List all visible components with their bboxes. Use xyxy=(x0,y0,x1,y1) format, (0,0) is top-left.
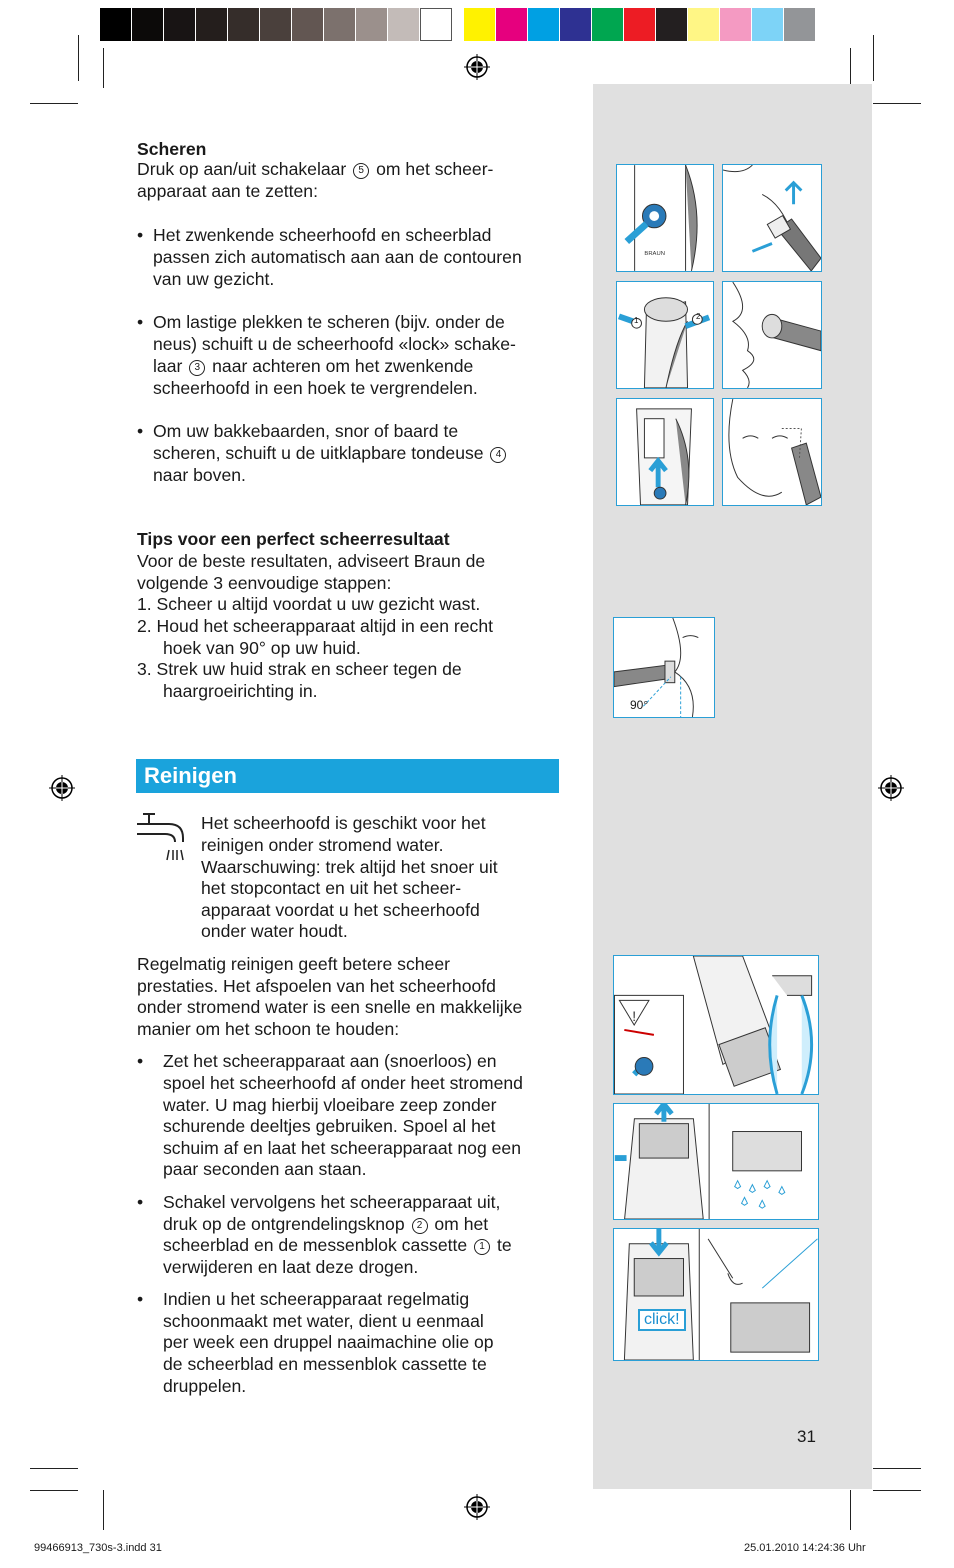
crop-mark xyxy=(103,1490,104,1530)
bullet-dot: • xyxy=(137,1051,144,1071)
crop-mark xyxy=(873,1490,921,1491)
clean-bullet1-l4: schurende deeltjes gebruiken. Spoel al het xyxy=(163,1116,496,1136)
clean-bullet1-l6: paar seconden aan staan. xyxy=(163,1159,367,1179)
color-swatch xyxy=(164,8,196,41)
clean-bullet3-l5: druppelen. xyxy=(163,1376,247,1396)
bullet-dot: • xyxy=(137,312,144,332)
color-swatch xyxy=(624,8,656,41)
tips-step1: 1. Scheer u altijd voordat u uw gezicht wast. xyxy=(137,594,481,614)
svg-text:BRAUN: BRAUN xyxy=(644,251,665,258)
scheren-bullet3-l2a: scheren, schuift u de uitklapbare tondeuse xyxy=(153,443,484,463)
registration-mark-icon xyxy=(878,775,904,801)
scheren-intro-line1 xyxy=(137,158,493,180)
clean-bullet1-l5: schuim af en laat het scheerapparaat nog een xyxy=(163,1138,521,1158)
figure-long-hair-trimmer xyxy=(616,398,714,506)
color-swatch xyxy=(132,8,164,41)
color-swatch xyxy=(720,8,752,41)
figure-90-degree-angle xyxy=(613,617,715,718)
tips-step2b: hoek van 90° op uw huid. xyxy=(163,638,361,658)
color-swatch xyxy=(752,8,784,41)
registration-mark-icon xyxy=(464,54,490,80)
warning-line2: reinigen onder stromend water. xyxy=(201,835,444,855)
bullet-dot: • xyxy=(137,1289,144,1309)
warning-line3: Waarschuwing: trek altijd het snoer uit xyxy=(201,857,498,877)
color-swatch xyxy=(356,8,388,41)
reinigen-para-l3: onder stromend water is een snelle en makkelijke xyxy=(137,997,523,1017)
warning-line5: apparaat voordat u het scheerhoofd xyxy=(201,900,480,920)
bullet-dot: • xyxy=(137,225,144,245)
reinigen-para-l4: manier om het schoon te houden: xyxy=(137,1019,400,1039)
scheren-bullet2-l2: neus) schuift u de scheerhoofd «lock» schake- xyxy=(153,334,516,354)
color-swatch xyxy=(324,8,356,41)
color-swatch xyxy=(528,8,560,41)
color-calibration-bar xyxy=(100,8,816,41)
item-number-badge: 1 xyxy=(474,1239,490,1255)
scheren-bullet3-l3: naar boven. xyxy=(153,465,246,485)
tips-step2a: 2. Houd het scheerapparaat altijd in een recht xyxy=(137,616,494,636)
clean-bullet1-l2: spoel het scheerhoofd af onder heet stromend xyxy=(163,1073,523,1093)
scheren-bullet1-l1: Het zwenkende scheerhoofd en scheerblad xyxy=(153,225,492,245)
marker-2: 2 xyxy=(696,312,701,321)
figure-shaving-under-nose xyxy=(722,281,822,389)
color-swatch xyxy=(688,8,720,41)
crop-mark xyxy=(103,48,104,88)
figure-oil-and-reinsert xyxy=(613,1228,819,1361)
crop-mark xyxy=(873,1468,921,1469)
bullet-dot: • xyxy=(137,421,144,441)
item-number-badge: 5 xyxy=(353,163,369,179)
warning-line4: het stopcontact en uit het scheer- xyxy=(201,878,462,898)
tips-step3b: haargroeirichting in. xyxy=(163,681,318,701)
clean-bullet2-l3 xyxy=(163,1234,512,1256)
clean-bullet3-l3: per week een druppel naaimachine olie op xyxy=(163,1332,494,1352)
color-swatch xyxy=(420,8,452,41)
marker-1: 1 xyxy=(634,316,639,325)
figure-trimming-sideburns xyxy=(722,398,822,506)
clean-bullet2-l2 xyxy=(163,1213,488,1235)
clean-bullet3-l2: schoonmaakt met water, dient u eenmaal xyxy=(163,1311,484,1331)
clean-bullet1-l3: water. U mag hierbij vloeibare zeep zonder xyxy=(163,1095,497,1115)
figure-shaving-neck xyxy=(722,164,822,272)
svg-text:!: ! xyxy=(632,1009,637,1025)
scheren-intro-b: om het scheer- xyxy=(376,159,494,179)
clean-bullet2-l3a: scheerblad en de messenblok cassette xyxy=(163,1235,468,1255)
color-swatch xyxy=(100,8,132,41)
warning-line6: onder water houdt. xyxy=(201,921,348,941)
crop-mark xyxy=(850,48,851,88)
reinigen-para-l2: prestaties. Het afspoelen van het scheerhoofd xyxy=(137,976,496,996)
scheren-bullet3-l2 xyxy=(153,442,508,464)
crop-mark xyxy=(850,1490,851,1530)
click-label: click! xyxy=(638,1309,686,1331)
clean-bullet2-l1: Schakel vervolgens het scheerapparaat uit, xyxy=(163,1192,501,1212)
figure-lock-switch xyxy=(616,281,714,389)
color-swatch xyxy=(656,8,688,41)
scheren-bullet1-l3: van uw gezicht. xyxy=(153,269,275,289)
color-swatch xyxy=(560,8,592,41)
crop-mark xyxy=(78,35,79,81)
water-tap-icon xyxy=(135,812,189,864)
reinigen-title: Reinigen xyxy=(144,763,237,788)
crop-mark xyxy=(30,1490,78,1491)
swatch-gap xyxy=(452,8,464,41)
crop-mark xyxy=(30,1468,78,1469)
color-swatch xyxy=(228,8,260,41)
warning-line1: Het scheerhoofd is geschikt voor het xyxy=(201,813,486,833)
angle-label: 90° xyxy=(630,698,649,712)
tips-title: Tips voor een perfect scheerresultaat xyxy=(137,529,450,549)
crop-mark xyxy=(873,103,921,104)
item-number-badge: 2 xyxy=(412,1218,428,1234)
item-number-badge: 3 xyxy=(189,360,205,376)
reinigen-heading-bar xyxy=(136,759,559,793)
registration-mark-icon xyxy=(49,775,75,801)
color-swatch xyxy=(196,8,228,41)
scheren-bullet2-l1: Om lastige plekken te scheren (bijv. onder de xyxy=(153,312,505,332)
clean-bullet1-l1: Zet het scheerapparaat aan (snoerloos) en xyxy=(163,1051,497,1071)
figure-remove-cassette xyxy=(613,1103,819,1220)
tips-step3a: 3. Strek uw huid strak en scheer tegen de xyxy=(137,659,462,679)
scheren-intro-line2: apparaat aan te zetten: xyxy=(137,181,318,201)
clean-bullet2-l4: verwijderen en laat deze drogen. xyxy=(163,1257,419,1277)
scheren-bullet2-l4: scheerhoofd in een hoek te vergrendelen. xyxy=(153,378,478,398)
registration-mark-icon xyxy=(464,1494,490,1520)
color-swatch xyxy=(784,8,816,41)
tips-line2: volgende 3 eenvoudige stappen: xyxy=(137,573,392,593)
scheren-bullet2-l3b: naar achteren om het zwenkende xyxy=(212,356,474,376)
clean-bullet2-l2b: om het xyxy=(434,1214,489,1234)
color-swatch xyxy=(496,8,528,41)
scheren-title: Scheren xyxy=(137,139,207,159)
clean-bullet2-l2a: druk op de ontgrendelingsknop xyxy=(163,1214,405,1234)
crop-mark xyxy=(30,103,78,104)
color-swatch xyxy=(592,8,624,41)
color-swatch xyxy=(464,8,496,41)
crop-mark xyxy=(873,35,874,81)
color-swatch xyxy=(292,8,324,41)
color-swatch xyxy=(388,8,420,41)
scheren-bullet2-l3 xyxy=(153,355,473,377)
scheren-bullet2-l3a: laar xyxy=(153,356,183,376)
tips-line1: Voor de beste resultaten, adviseert Braun de xyxy=(137,551,486,571)
print-slug-file: 99466913_730s-3.indd 31 xyxy=(34,1542,162,1554)
figure-rinsing-under-tap xyxy=(613,955,819,1095)
print-slug-date: 25.01.2010 14:24:36 Uhr xyxy=(744,1542,866,1554)
item-number-badge: 4 xyxy=(490,447,506,463)
bullet-dot: • xyxy=(137,1192,144,1212)
color-swatch xyxy=(260,8,292,41)
clean-bullet3-l4: de scheerblad en messenblok cassette te xyxy=(163,1354,487,1374)
scheren-bullet3-l1: Om uw bakkebaarden, snor of baard te xyxy=(153,421,459,441)
scheren-bullet1-l2: passen zich automatisch aan aan de contouren xyxy=(153,247,522,267)
scheren-intro-a: Druk op aan/uit schakelaar xyxy=(137,159,347,179)
figure-power-on xyxy=(616,164,714,272)
page-number: 31 xyxy=(797,1427,816,1446)
clean-bullet2-l3b: te xyxy=(496,1235,512,1255)
reinigen-para-l1: Regelmatig reinigen geeft betere scheer xyxy=(137,954,450,974)
clean-bullet3-l1: Indien u het scheerapparaat regelmatig xyxy=(163,1289,470,1309)
